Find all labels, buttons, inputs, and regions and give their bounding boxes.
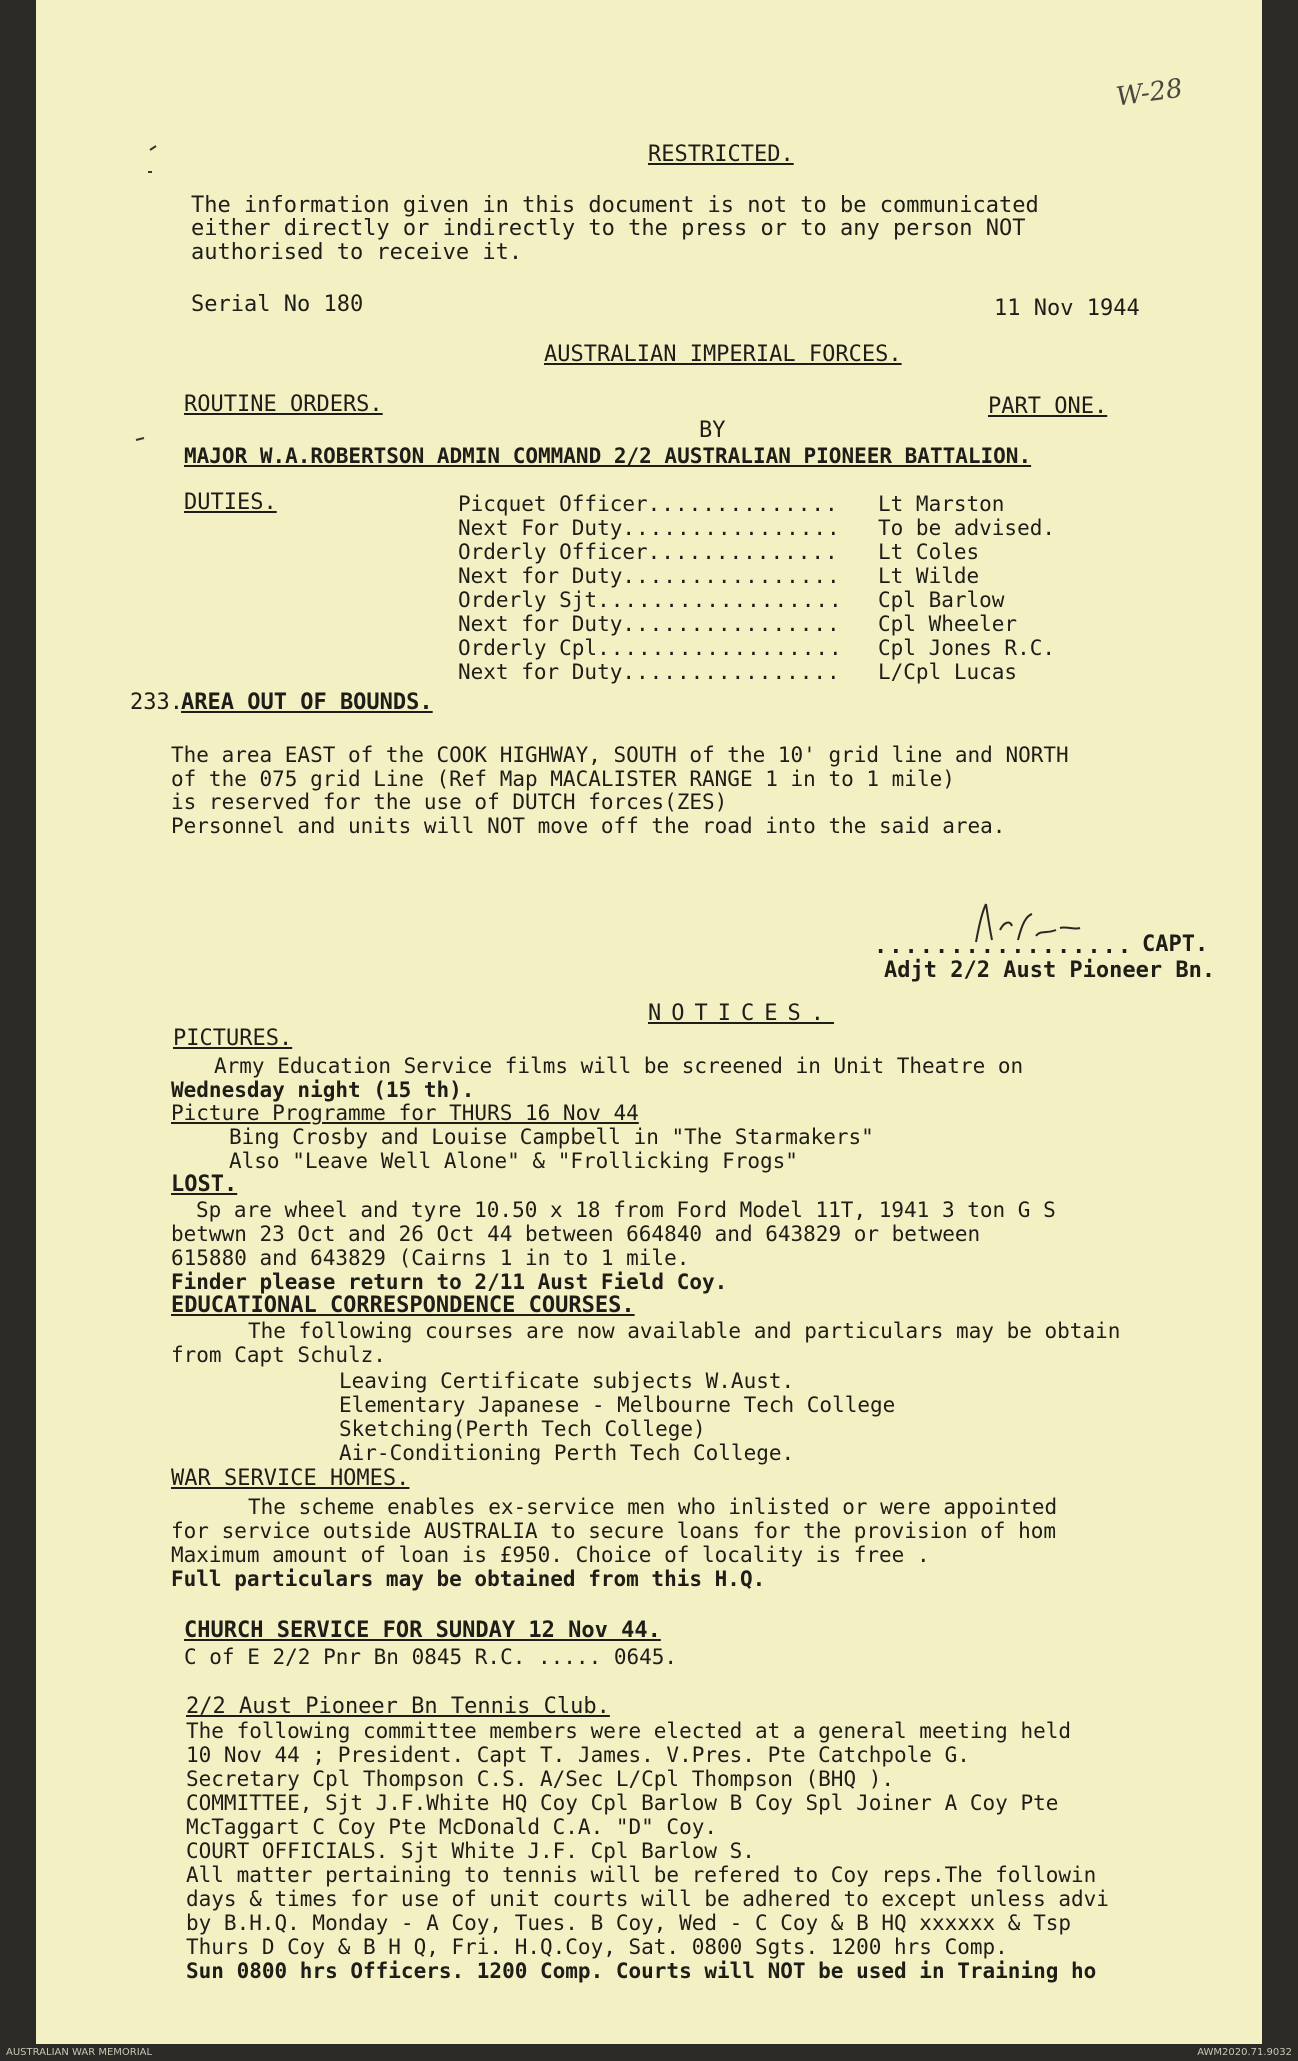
force-title: AUSTRALIAN IMPERIAL FORCES. — [544, 342, 902, 367]
notices-heading: NOTICES. — [648, 1001, 834, 1026]
margin-marks — [36, 0, 236, 2044]
signature-title: Adjt 2/2 Aust Pioneer Bn. — [884, 958, 1216, 983]
homes-heading: WAR SERVICE HOMES. — [171, 1466, 410, 1491]
tennis-line: Thurs D Coy & B H Q, Fri. H.Q.Coy, Sat. 0800 Sgts. 1200 hrs Comp. — [186, 1935, 1008, 1959]
pictures-line-2: Wednesday night (15 th). — [171, 1078, 475, 1102]
bounds-heading: AREA OUT OF BOUNDS. — [181, 690, 433, 715]
document-page — [36, 0, 1262, 2044]
bounds-line-3: is reserved for the use of DUTCH forces(ZES) — [171, 790, 728, 814]
order-number: 233. — [130, 690, 183, 715]
homes-line-1: The scheme enables ex-service men who inlisted or were appointed — [248, 1495, 1058, 1519]
programme-line-2: Also "Leave Well Alone" & "Frollicking Frogs" — [229, 1149, 798, 1173]
bounds-line-2: of the 075 grid Line (Ref Map MACALISTER RANGE 1 in to 1 mile) — [171, 767, 955, 791]
archive-footer — [0, 2044, 1298, 2061]
bounds-line-1: The area EAST of the COOK HIGHWAY, SOUTH of the 10' grid line and NORTH — [171, 743, 1069, 767]
education-line-1: The following courses are now available and particulars may be obtain — [248, 1319, 1121, 1343]
homes-line-2: for service outside AUSTRALIA to secure loans for the provision of hom — [171, 1519, 1057, 1543]
tennis-line: Sun 0800 hrs Officers. 1200 Comp. Courts will NOT be used in Training ho — [186, 1959, 1097, 1983]
church-line: C of E 2/2 Pnr Bn 0845 R.C. ..... 0645. — [184, 1645, 678, 1669]
footer-left: AUSTRALIAN WAR MEMORIAL — [6, 2047, 153, 2058]
warning-line-2: either directly or indirectly to the press or to any person NOT — [191, 216, 1026, 241]
footer-right: AWM2020.71.9032 — [1197, 2047, 1292, 2058]
lost-heading: LOST. — [171, 1172, 238, 1197]
pencil-note: W-28 — [1114, 73, 1185, 113]
duty-row: Next for Duty................ Lt Wilde — [458, 564, 980, 588]
tennis-line: by B.H.Q. Monday - A Coy, Tues. B Coy, Wed - C Coy & B HQ xxxxxx & Tsp — [186, 1911, 1072, 1935]
duty-row: Next For Duty................ To be advised. — [458, 516, 1056, 540]
classification: RESTRICTED. — [648, 142, 794, 167]
warning-line-3: authorised to receive it. — [191, 240, 523, 265]
lost-line-1: Sp are wheel and tyre 10.50 x 18 from Ford Model 11T, 1941 3 ton G S — [196, 1198, 1056, 1222]
course-item: Elementary Japanese - Melbourne Tech College — [339, 1393, 896, 1417]
warning-line-1: The information given in this document is not to be communicated — [191, 193, 1039, 218]
tennis-line: days & times for use of unit courts will be adhered to except unless advi — [186, 1887, 1109, 1911]
document-date: 11 Nov 1944 — [994, 296, 1140, 321]
tennis-line: The following committee members were elected at a general meeting held — [186, 1719, 1072, 1743]
duty-row: Orderly Sjt.................. Cpl Barlow — [458, 588, 1005, 612]
education-heading: EDUCATIONAL CORRESPONDENCE COURSES. — [171, 1293, 635, 1318]
duty-row: Orderly Cpl.................. Cpl Jones R.C. — [458, 636, 1056, 660]
lost-line-4: Finder please return to 2/11 Aust Field Coy. — [171, 1270, 728, 1294]
tennis-line: COMMITTEE, Sjt J.F.White HQ Coy Cpl Barlow B Coy Spl Joiner A Coy Pte — [186, 1791, 1059, 1815]
tennis-heading: 2/2 Aust Pioneer Bn Tennis Club. — [186, 1694, 610, 1719]
pictures-line-1: Army Education Service films will be screened in Unit Theatre on — [214, 1054, 1024, 1078]
tennis-line: All matter pertaining to tennis will be refered to Coy reps.The followin — [186, 1863, 1097, 1887]
pictures-heading: PICTURES. — [173, 1026, 293, 1051]
orders-title: ROUTINE ORDERS. — [184, 392, 383, 417]
course-item: Air-Conditioning Perth Tech College. — [339, 1441, 795, 1465]
bounds-line-4: Personnel and units will NOT move off the road into the said area. — [171, 814, 1006, 838]
programme-line-1: Bing Crosby and Louise Campbell in "The Starmakers" — [229, 1125, 874, 1149]
authority-line: MAJOR W.A.ROBERTSON ADMIN COMMAND 2/2 AUSTRALIAN PIONEER BATTALION. — [184, 444, 1032, 468]
course-item: Sketching(Perth Tech College) — [339, 1417, 706, 1441]
course-item: Leaving Certificate subjects W.Aust. — [339, 1369, 795, 1393]
duty-row: Next for Duty................ Cpl Wheeler — [458, 612, 1018, 636]
serial-number: Serial No 180 — [191, 292, 364, 317]
homes-line-3: Maximum amount of loan is £950. Choice of locality is free . — [171, 1543, 930, 1567]
lost-line-2: betwwn 23 Oct and 26 Oct 44 between 664840 and 643829 or between — [171, 1222, 981, 1246]
tennis-line: COURT OFFICIALS. Sjt White J.F. Cpl Barlow S. — [186, 1839, 755, 1863]
part-label: PART ONE. — [988, 394, 1108, 419]
tennis-line: McTaggart C Coy Pte McDonald C.A. "D" Coy. — [186, 1815, 718, 1839]
tennis-line: Secretary Cpl Thompson C.S. A/Sec L/Cpl Thompson (BHQ ). — [186, 1767, 895, 1791]
duty-row: Orderly Officer.............. Lt Coles — [458, 540, 980, 564]
duty-row: Picquet Officer.............. Lt Marston — [458, 492, 1005, 516]
duty-row: Next for Duty................ L/Cpl Lucas — [458, 660, 1018, 684]
duties-heading: DUTIES. — [184, 490, 277, 515]
programme-heading: Picture Programme for THURS 16 Nov 44 — [171, 1101, 639, 1125]
tennis-line: 10 Nov 44 ; President. Capt T. James. V.Pres. Pte Catchpole G. — [186, 1743, 970, 1767]
education-line-2: from Capt Schulz. — [171, 1343, 386, 1367]
church-heading: CHURCH SERVICE FOR SUNDAY 12 Nov 44. — [184, 1618, 661, 1643]
signature-rank: CAPT. — [1142, 932, 1209, 957]
signature-dots: ................. — [874, 934, 1134, 959]
lost-line-3: 615880 and 643829 (Cairns 1 in to 1 mile. — [171, 1246, 690, 1270]
by-label: BY — [699, 418, 726, 443]
homes-line-4: Full particulars may be obtained from this H.Q. — [171, 1567, 766, 1591]
